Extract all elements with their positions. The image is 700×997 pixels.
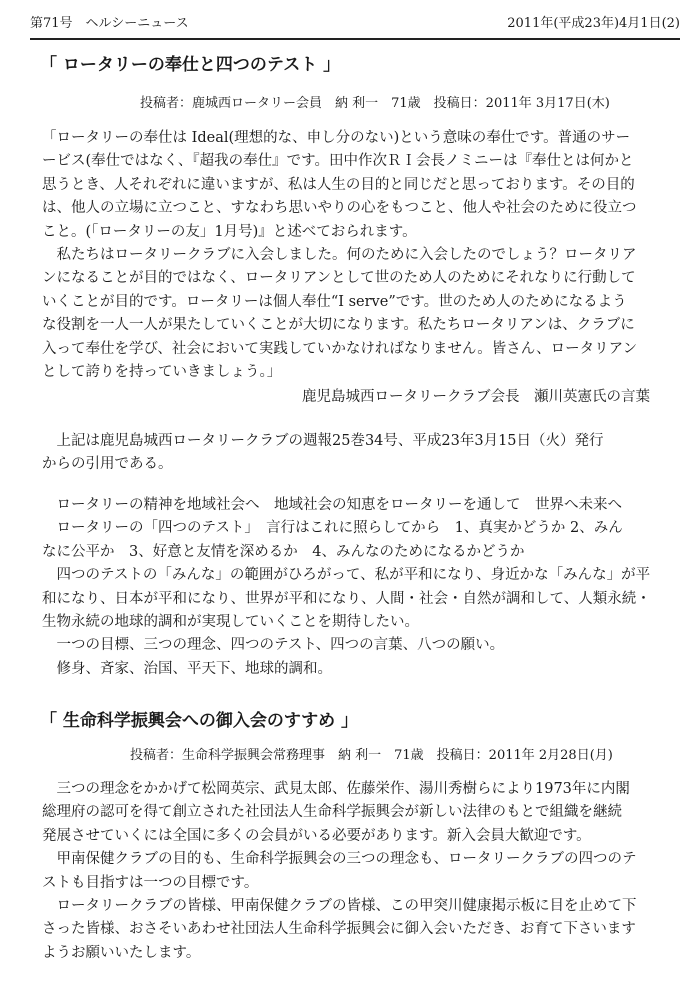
- text-line: 甲南保健クラブの目的も、生命科学振興会の三つの理念も、ロータリークラブの四つのテ: [42, 851, 637, 868]
- text-line: 思うとき、人それぞれに違いますが、私は人生の目的と同じだと思っております。その目的: [42, 176, 635, 193]
- article1-byline: 投稿者：鹿城西ロータリー会員 納 利一 71歳 投稿日：2011年 3月17日(木): [140, 96, 610, 111]
- article2-byline: 投稿者：生命科学振興会常務理事 納 利一 71歳 投稿日：2011年 2月28日(月): [130, 748, 613, 763]
- article1-quote: [42, 127, 662, 384]
- text-line: 生物永続の地球的調和が実現していくことを期待したい。: [42, 614, 419, 631]
- text-line: ンになることが目的ではなく、ロータリアンとして世のため人のためにそれなりに行動して: [42, 270, 636, 287]
- text-line: として誇りを持っていきましょう。」: [42, 364, 282, 381]
- text-line: 発展させていくには全国に多くの会員がいる必要があります。新入会員大歓迎です。: [42, 827, 591, 844]
- text-line: な役割を一人一人が果たしていくことが大切になります。私たちロータリアンは、クラブに: [42, 317, 635, 334]
- text-line: 三つの理念をかかげて松岡英宗、武見太郎、佐藤栄作、湯川秀樹らにより1973年に内閣: [42, 781, 630, 797]
- text-line: 総理府の認可を得て創立された社団法人生命科学振興会が新しい法律のもとで組織を継続: [42, 804, 622, 821]
- text-line: ロータリーの精神を地域社会へ 地域社会の知恵をロータリーを通して 世界へ未来へ: [42, 497, 622, 513]
- text-line: 一つの目標、三つの理念、四つのテスト、四つの言葉、八つの願い。: [42, 637, 505, 654]
- article1-body: [42, 494, 662, 681]
- text-line: いくことが目的です。ロータリーは個人奉仕“I serve”です。世のため人のためになるよう: [42, 293, 627, 310]
- text-line: 和になり、日本が平和になり、世界が平和になり、人間・社会・自然が調和して、人類永続・: [42, 590, 651, 607]
- text-line: さった皆様、おさそいあわせ社団法人生命科学振興会に御入会いただき、お育て下さいます: [42, 921, 636, 938]
- text-line: ロータリーの「四つのテスト」 言行はこれに照らしてから 1、真実かどうか 2、みん: [42, 520, 623, 537]
- article2-title: 「 生命科学振興会への御入会のすすめ 」: [40, 711, 359, 731]
- text-line: からの引用である。: [42, 456, 173, 473]
- text-line: ようお願いいたします。: [42, 944, 201, 961]
- text-line: 「ロータリーの奉仕は Ideal(理想的な、申し分のない)という意味の奉仕です。普通のサー: [42, 130, 631, 146]
- text-line: は、他人の立場に立つこと、すなわち思いやりの心をもつこと、他人や社会のために役立つ: [42, 200, 637, 217]
- text-line: ロータリークラブの皆様、甲南保健クラブの皆様、この甲突川健康掲示板に目を止めて下: [42, 898, 637, 915]
- text-line: 上記は鹿児島城西ロータリークラブの週報25巻34号、平成23年3月15日（火）発行: [42, 433, 604, 449]
- text-line: なに公平か 3、好意と友情を深めるか 4、みんなのためになるかどうか: [42, 543, 525, 560]
- article1-title: 「 ロータリーの奉仕と四つのテスト 」: [40, 55, 341, 75]
- text-line: 四つのテストの「みんな」の範囲がひろがって、私が平和になり、身近かな「みんな」が平: [42, 567, 651, 584]
- text-line: こと。(「ロータリーの友」1月号)』と述べておられます。: [42, 223, 417, 240]
- text-line: 私たちはロータリークラブに入会しました。何のために入会したのでしょう？ロータリア: [42, 247, 637, 264]
- text-line: 入って奉仕を学び、社会において実践していかなければなりません。皆さん、ロータリアン: [42, 340, 638, 357]
- issue-label: 第71号 ヘルシーニュース: [30, 16, 189, 31]
- text-line: 修身、斉家、治国、平天下、地球的調和。: [42, 660, 332, 677]
- article1-source: [42, 430, 662, 477]
- article2-body: [42, 778, 662, 965]
- page-header: [30, 12, 680, 40]
- text-line: ストも目指すは一つの目標です。: [42, 874, 259, 891]
- issue-date: 2011年(平成23年)4月1日(2): [507, 16, 680, 31]
- text-line: ービス(奉仕ではなく、『超我の奉仕』です。田中作次ＲＩ会長ノミニーは『奉仕とは何かと: [42, 153, 634, 170]
- quote-signature: 鹿児島城西ロータリークラブ会長 瀬川英憲氏の言葉: [302, 389, 650, 405]
